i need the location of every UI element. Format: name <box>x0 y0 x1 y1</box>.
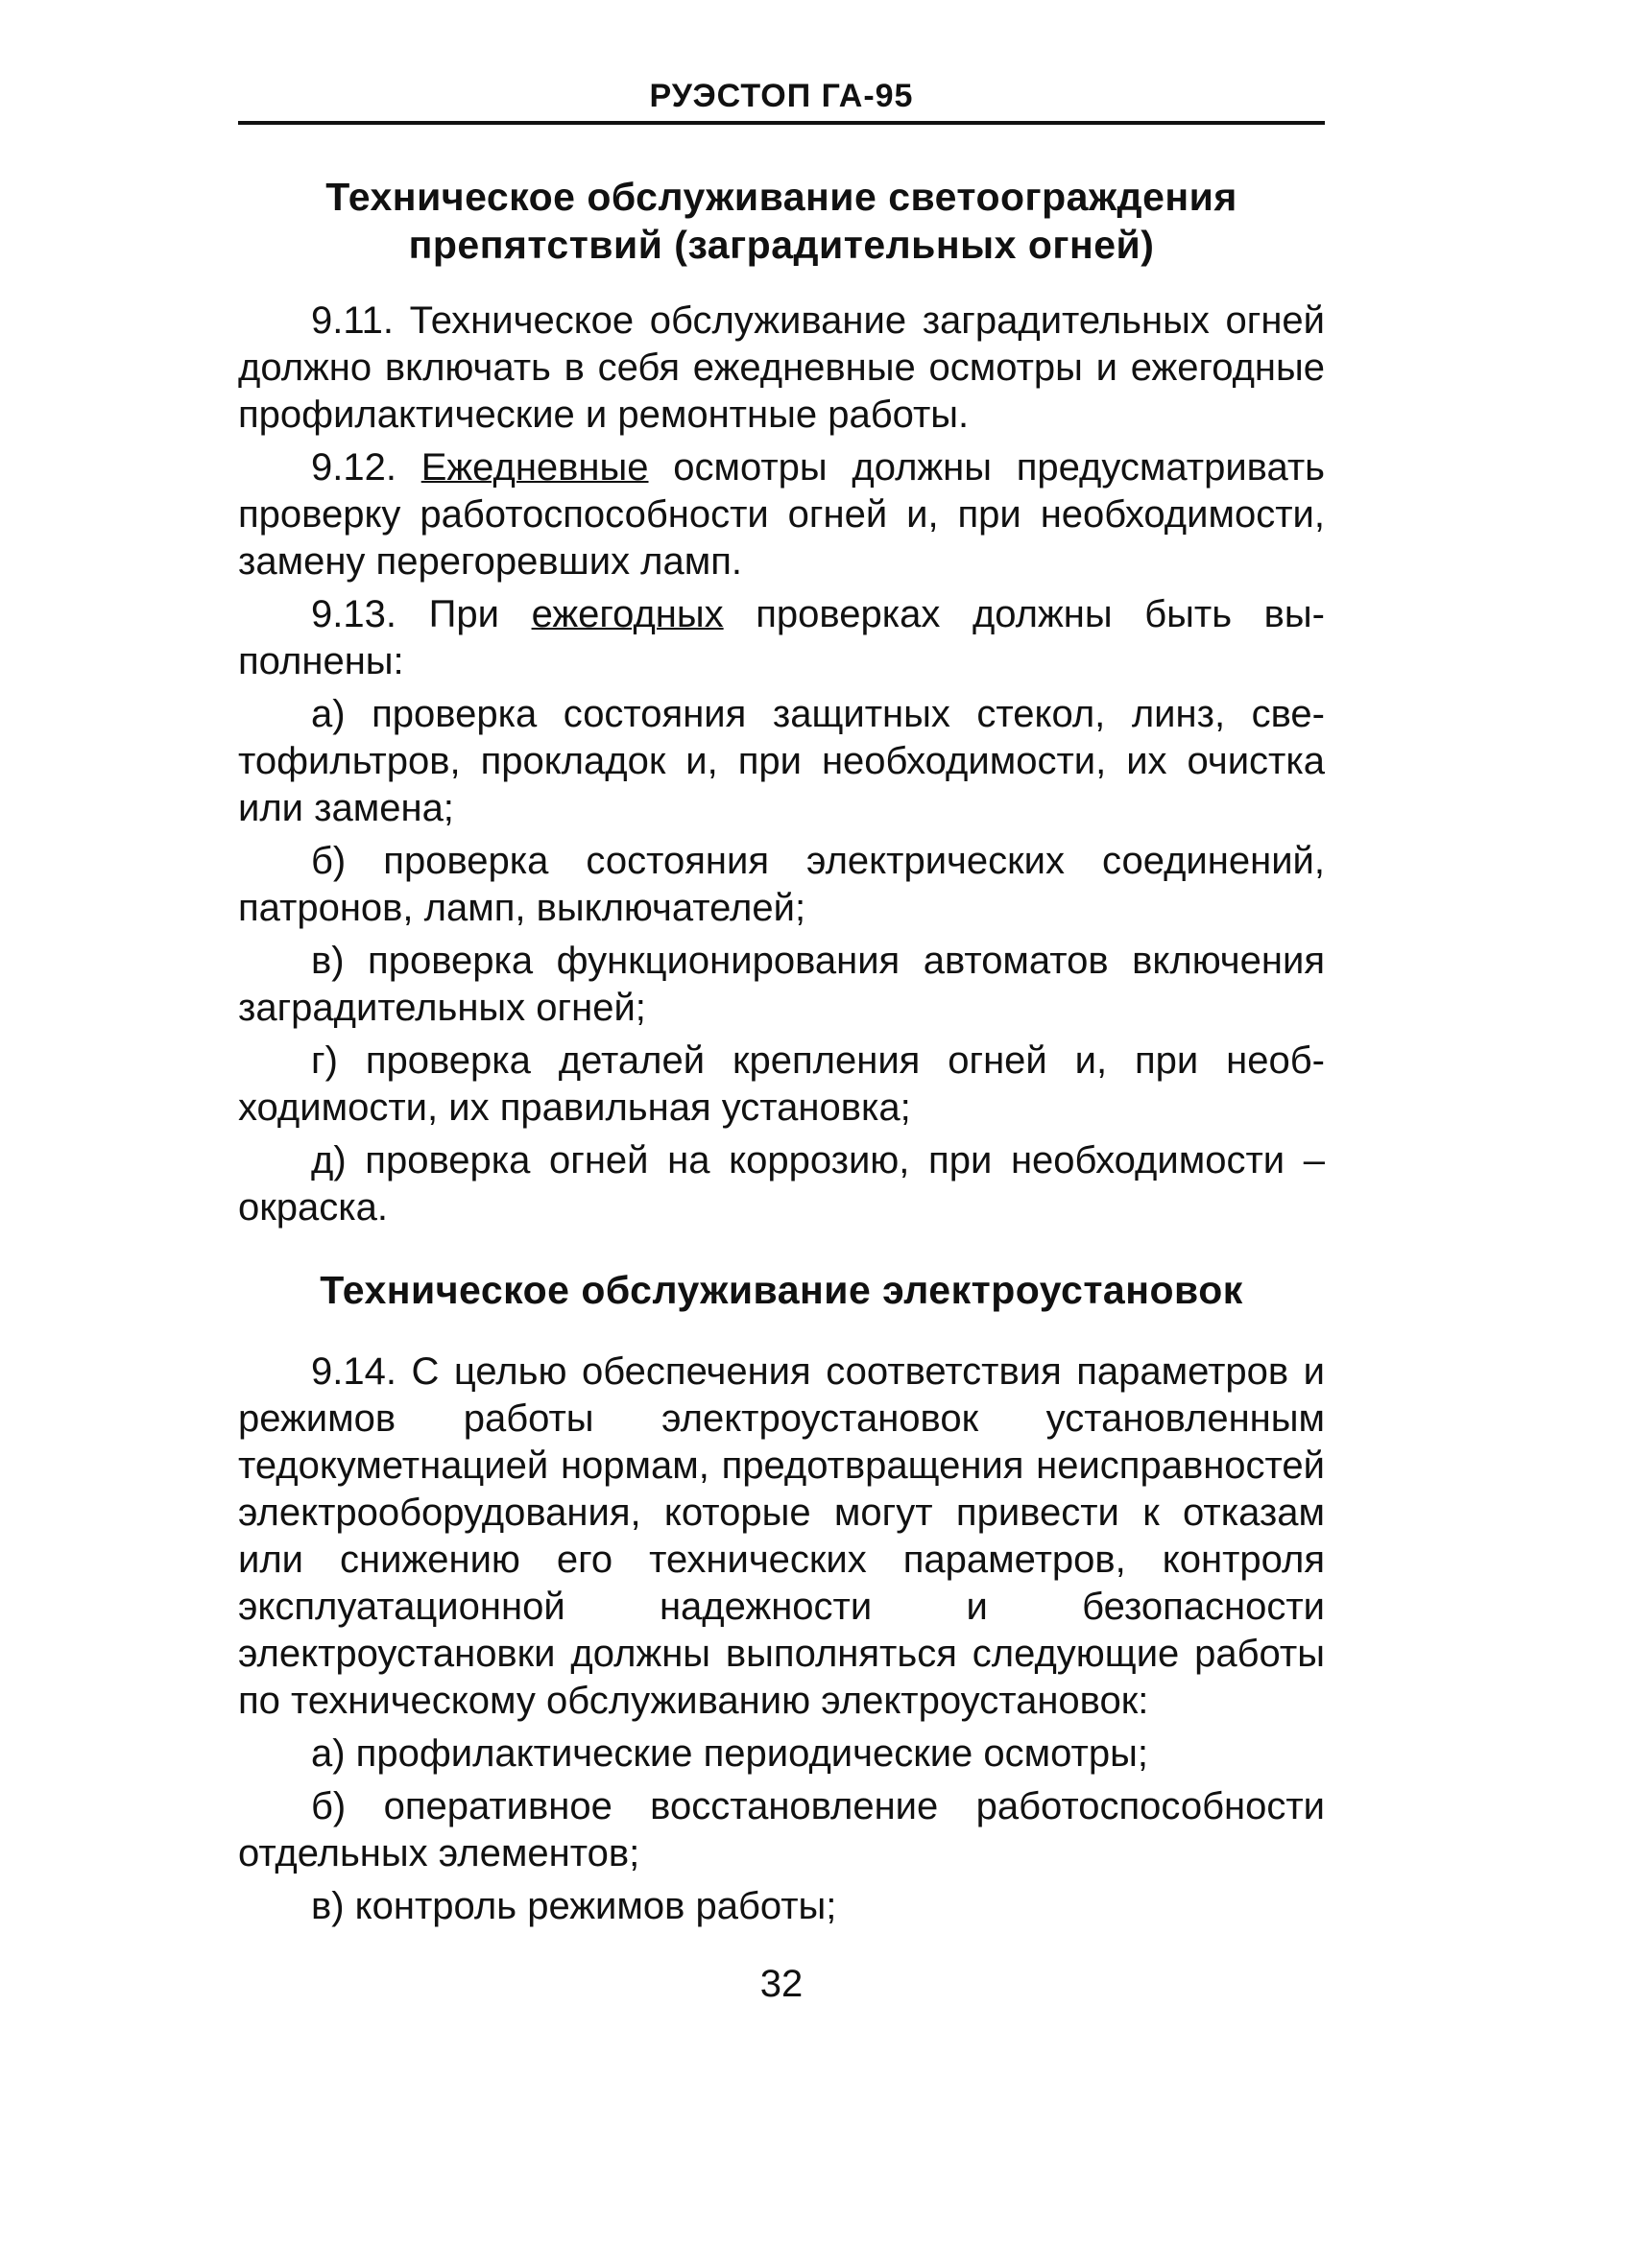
list-item-v: в) проверка функционирования автоматов включения заградительных огней; <box>238 940 1325 1029</box>
section-title-light-barriers: Техническое обслуживание светоограждения препятствий (заградительных огней) <box>325 175 1237 267</box>
header-rule <box>238 121 1325 125</box>
document-page <box>238 77 1325 2007</box>
paragraph-9-13 <box>238 591 1325 685</box>
running-header: РУЭСТОП ГА-95 <box>649 78 914 114</box>
page-number: 32 <box>759 1963 804 2005</box>
paragraph-9-14: 9.14. С целью обеспечения соответствия параметров и режимов работы электроустановок установленным тедокуметнацией нормам, предотвращения неисправностей электрооборудования, которые могут привести к отказам или снижению его технических параметров, контроля эксплуатационной надежности и безопасности электроустановки должны выполняться следующие работы по техническому обслуживанию электроустановок: <box>238 1350 1325 1722</box>
list-item-a: а) профилактические периодические осмотры; <box>311 1732 1148 1775</box>
paragraph-lead: 9.13. При <box>311 593 532 635</box>
paragraph-text: осмотры должны предусматривать проверку работоспособности огней и, при необходимости, замену перегоревших ламп. <box>238 446 1326 583</box>
paragraph-9-11: 9.11. Техническое обслуживание заградительных огней должно включать в себя ежедневные осмотры и ежегодные профилактические и ремонтные работы. <box>238 299 1325 436</box>
list-item-a: а) проверка состояния защитных стекол, линз, светофильтров, прокладок и, при необходимости, их очистка или замена; <box>238 693 1325 829</box>
list-item-d: д) проверка огней на коррозию, при необходимости – окраска. <box>238 1139 1325 1229</box>
list-item-b: б) проверка состояния электрических соединений, патронов, ламп, выключателей; <box>238 840 1325 929</box>
list-item-v: в) контроль режимов работы; <box>311 1885 837 1927</box>
section-title-electrical: Техническое обслуживание электроустановок <box>320 1268 1243 1312</box>
paragraph-9-12 <box>238 444 1325 585</box>
underlined-term-annual: ежегодных <box>531 593 724 635</box>
list-item-b: б) оперативное восстановление работоспособности отдельных элементов; <box>238 1785 1325 1874</box>
paragraph-text: проверках должны быть выполнены: <box>238 593 1325 682</box>
list-item-g: г) проверка деталей крепления огней и, при необходимости, их правильная установка; <box>238 1039 1325 1129</box>
paragraph-number: 9.12. <box>311 446 421 489</box>
underlined-term-daily: Ежедневные <box>420 446 649 489</box>
